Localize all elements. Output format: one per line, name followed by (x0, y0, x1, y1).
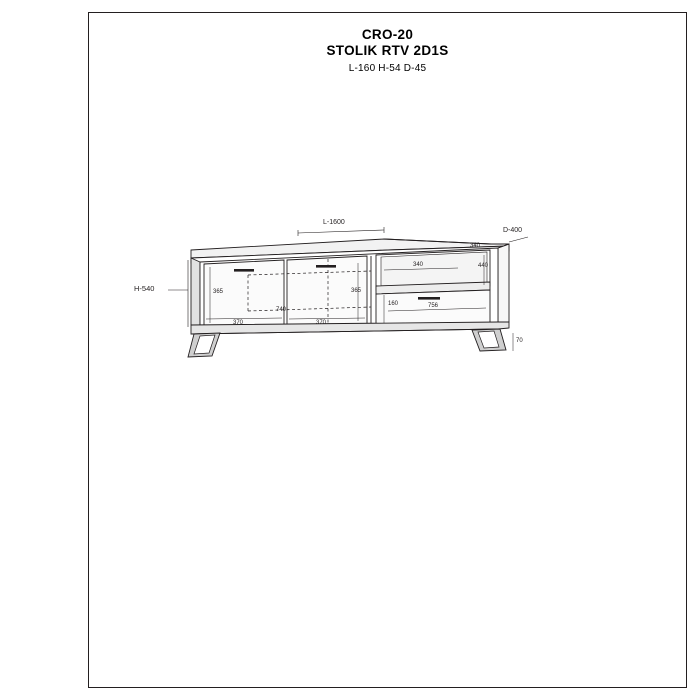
dim-label-open-height: 440 (478, 263, 489, 269)
drawer-handle (418, 297, 440, 300)
dim-label-overall-height: H-540 (134, 284, 155, 293)
dim-label-overall-width: L-1600 (323, 219, 345, 226)
title-block (89, 27, 686, 76)
product-code: CRO-20 (361, 27, 414, 42)
tv-stand-drawing (88, 215, 628, 375)
dim-label-inner-depth: 740 (276, 307, 287, 313)
dim-top-line (298, 230, 384, 233)
dim-label-overall-depth: D-400 (503, 227, 523, 234)
product-name: STOLIK RTV 2D1S (326, 43, 449, 58)
dim-label-left-door-height: 365 (213, 289, 224, 295)
dim-label-shelf-depth: 340 (413, 262, 424, 268)
dim-label-left-door-width: 370 (233, 320, 244, 326)
dim-label-middle-door-width: 370 (316, 320, 327, 326)
middle-door-handle (316, 265, 336, 268)
dim-label-foot-height: 70 (516, 338, 523, 344)
tv-stand-svg (88, 215, 628, 375)
dim-label-middle-door-height: 365 (351, 288, 362, 294)
right-side-panel (498, 244, 509, 325)
dim-depth-leader (509, 237, 528, 242)
dim-label-drawer-width: 756 (428, 303, 439, 309)
product-size-summary: L-160 H-54 D-45 (348, 63, 427, 74)
dim-label-drawer-height: 160 (388, 301, 399, 307)
dim-label-niche-depth: 340 (470, 243, 481, 249)
left-door-handle (234, 269, 254, 272)
left-side-panel (191, 258, 200, 329)
